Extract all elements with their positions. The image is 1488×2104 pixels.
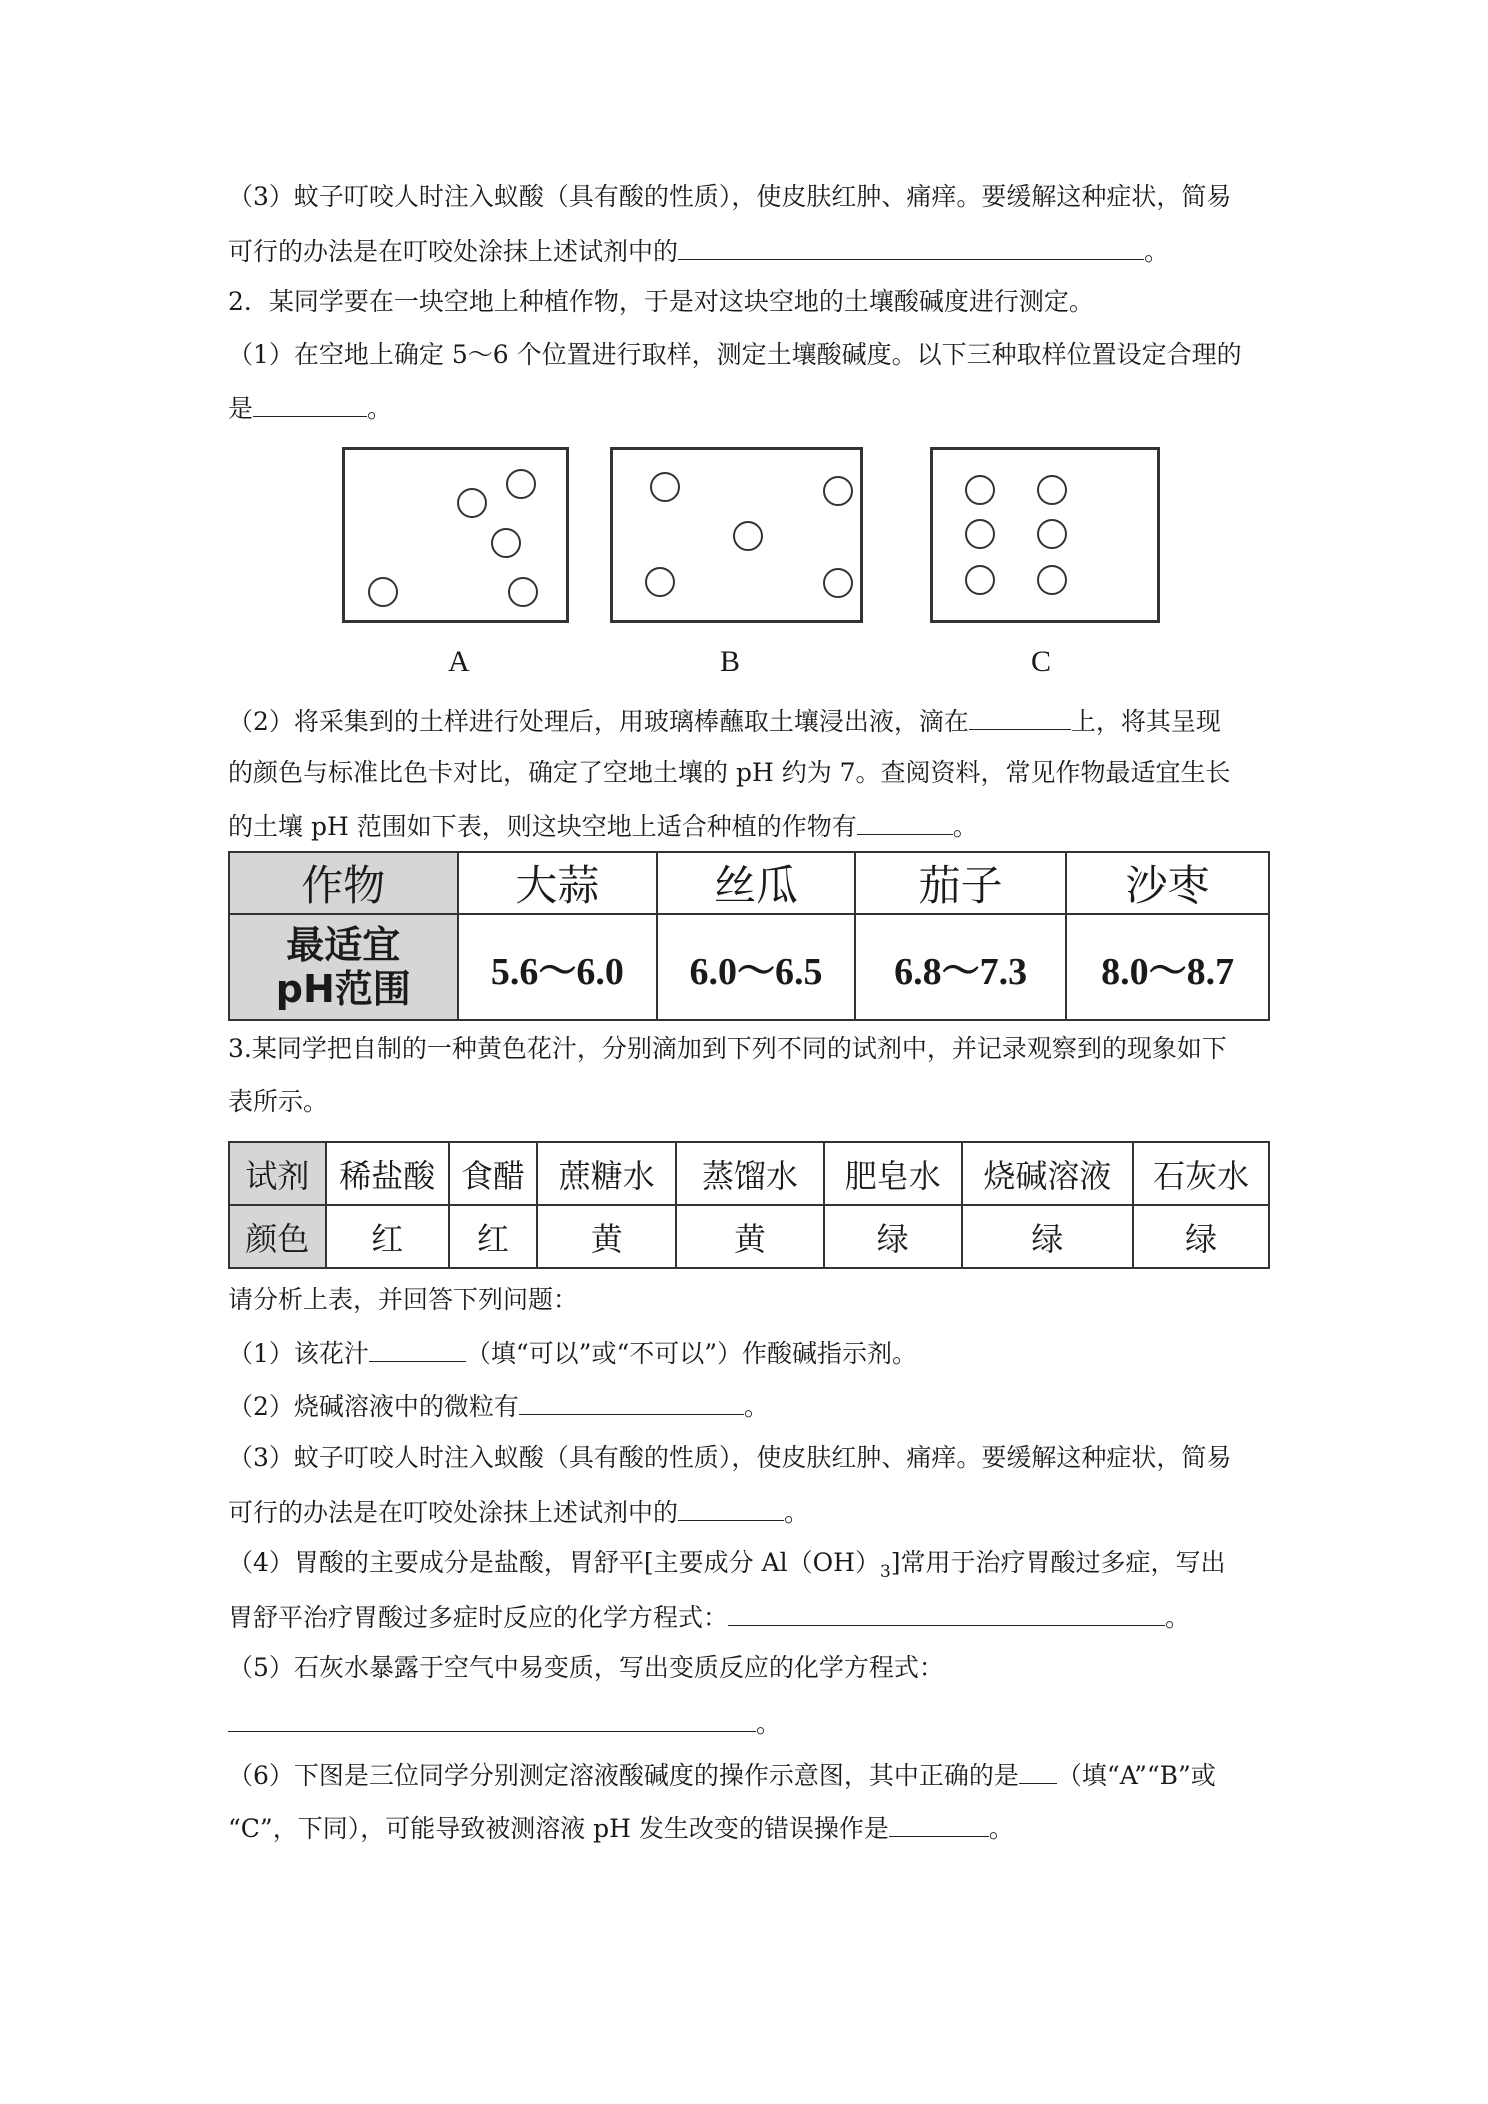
q2-part2-line2: 的颜色与标准比色卡对比，确定了空地土壤的 pH 约为 7。查阅资料，常见作物最适宜生长 bbox=[228, 758, 1231, 787]
ph-range-value: 6.8～7.3 bbox=[855, 914, 1067, 1020]
sampling-plot-c bbox=[930, 447, 1160, 623]
sample-point bbox=[506, 469, 536, 499]
table-row bbox=[229, 1205, 1269, 1268]
sampling-plot-a bbox=[342, 447, 569, 623]
q3-part4-line2: 胃舒平治疗胃酸过多症时反应的化学方程式： 。 bbox=[228, 1599, 1190, 1635]
q1-part3-line1: （3）蚊子叮咬人时注入蚁酸（具有酸的性质），使皮肤红肿、痛痒。要缓解这种症状，简易 bbox=[228, 182, 1232, 211]
table-row bbox=[229, 1142, 1269, 1205]
color-value: 黄 bbox=[537, 1205, 676, 1268]
reagent-name: 蒸馏水 bbox=[676, 1142, 824, 1205]
color-value: 黄 bbox=[676, 1205, 824, 1268]
sample-point bbox=[823, 568, 853, 598]
ph-range-value: 6.0～6.5 bbox=[657, 914, 855, 1020]
ph-range-value: 8.0～8.7 bbox=[1066, 914, 1269, 1020]
q3-title-line1: 3.某同学把自制的一种黄色花汁，分别滴加到下列不同的试剂中，并记录观察到的现象如下 bbox=[228, 1034, 1227, 1063]
ph-range-value: 5.6～6.0 bbox=[458, 914, 658, 1020]
q2-part2-line3: 的土壤 pH 范围如下表，则这块空地上适合种植的作物有 。 bbox=[228, 808, 978, 844]
q2-part1-line1: （1）在空地上确定 5～6 个位置进行取样，测定土壤酸碱度。以下三种取样位置设定合理的 bbox=[228, 340, 1242, 369]
answer-blank[interactable] bbox=[678, 233, 1144, 260]
figure-label-c: C bbox=[1031, 645, 1052, 678]
table-row bbox=[229, 914, 1269, 1020]
color-value: 绿 bbox=[962, 1205, 1134, 1268]
answer-blank[interactable] bbox=[228, 1705, 756, 1732]
color-header-label: 颜色 bbox=[229, 1205, 326, 1268]
q3-part6-line1: （6）下图是三位同学分别测定溶液酸碱度的操作示意图，其中正确的是 （填“A”“B”或 bbox=[228, 1757, 1216, 1793]
answer-blank[interactable] bbox=[253, 390, 367, 417]
sample-point bbox=[1037, 475, 1067, 505]
sample-point bbox=[823, 476, 853, 506]
figure-label-b: B bbox=[720, 645, 741, 678]
ph-range-label: 最适宜 pH范围 bbox=[229, 914, 458, 1020]
q3-part5-line1: （5）石灰水暴露于空气中易变质，写出变质反应的化学方程式： bbox=[228, 1653, 944, 1682]
crop-header-label: 作物 bbox=[229, 852, 458, 914]
reagent-color-table bbox=[228, 1141, 1270, 1269]
q3-part3-line1: （3）蚊子叮咬人时注入蚁酸（具有酸的性质），使皮肤红肿、痛痒。要缓解这种症状，简易 bbox=[228, 1443, 1232, 1472]
q3-part2: （2）烧碱溶液中的微粒有 。 bbox=[228, 1388, 769, 1424]
sample-point bbox=[457, 488, 487, 518]
q2-part1-line2: 是 。 bbox=[228, 390, 392, 426]
q3-title-line2: 表所示。 bbox=[228, 1087, 329, 1116]
sample-point bbox=[368, 577, 398, 607]
crop-name: 沙枣 bbox=[1066, 852, 1269, 914]
color-value: 绿 bbox=[1133, 1205, 1269, 1268]
q3-part4-line1: （4）胃酸的主要成分是盐酸，胃舒平[主要成分 $Al(OH)_3$]常用于治疗胃酸过多症，写出 bbox=[228, 1548, 1226, 1582]
reagent-name: 食醋 bbox=[449, 1142, 538, 1205]
sampling-plot-b bbox=[610, 447, 863, 623]
crop-name: 大蒜 bbox=[458, 852, 658, 914]
q1-part3-text: 可行的办法是在叮咬处涂抹上述试剂中的 bbox=[228, 237, 679, 266]
color-value: 绿 bbox=[824, 1205, 962, 1268]
q3-intro: 请分析上表，并回答下列问题： bbox=[228, 1285, 579, 1314]
reagent-name: 石灰水 bbox=[1133, 1142, 1269, 1205]
sample-point bbox=[650, 472, 680, 502]
q2-part2-line1: （2）将采集到的土样进行处理后，用玻璃棒蘸取土壤浸出液，滴在 上，将其呈现 bbox=[228, 703, 1221, 739]
answer-blank[interactable] bbox=[889, 1810, 989, 1837]
sample-point bbox=[645, 567, 675, 597]
table-row bbox=[229, 852, 1269, 914]
crop-name: 丝瓜 bbox=[657, 852, 855, 914]
reagent-name: 蔗糖水 bbox=[537, 1142, 676, 1205]
answer-blank[interactable] bbox=[678, 1494, 784, 1521]
q1-part3-line2: 可行的办法是在叮咬处涂抹上述试剂中的 。 bbox=[228, 233, 1169, 269]
q3-part6-line2: “C”，下同），可能导致被测溶液 pH 发生改变的错误操作是 。 bbox=[228, 1810, 1014, 1846]
answer-blank[interactable] bbox=[728, 1599, 1165, 1626]
sample-point bbox=[1037, 519, 1067, 549]
crop-ph-table bbox=[228, 851, 1270, 1021]
sample-point bbox=[965, 475, 995, 505]
q3-part3-line2: 可行的办法是在叮咬处涂抹上述试剂中的 。 bbox=[228, 1494, 809, 1530]
reagent-name: 肥皂水 bbox=[824, 1142, 962, 1205]
reagent-header-label: 试剂 bbox=[229, 1142, 326, 1205]
color-value: 红 bbox=[449, 1205, 538, 1268]
q3-part5-line2: 。 bbox=[228, 1705, 781, 1741]
answer-blank[interactable] bbox=[519, 1388, 744, 1415]
q3-part1: （1）该花汁 （填“可以”或“不可以”）作酸碱指示剂。 bbox=[228, 1335, 917, 1371]
sample-point bbox=[965, 565, 995, 595]
sample-point bbox=[508, 577, 538, 607]
answer-blank[interactable] bbox=[857, 808, 953, 835]
sample-point bbox=[965, 519, 995, 549]
sample-point bbox=[733, 521, 763, 551]
color-value: 红 bbox=[326, 1205, 449, 1268]
crop-name: 茄子 bbox=[855, 852, 1067, 914]
answer-blank[interactable] bbox=[369, 1335, 466, 1362]
answer-blank[interactable] bbox=[1019, 1757, 1057, 1784]
q2-title: 2．某同学要在一块空地上种植作物，于是对这块空地的土壤酸碱度进行测定。 bbox=[228, 287, 1094, 316]
reagent-name: 烧碱溶液 bbox=[962, 1142, 1134, 1205]
sample-point bbox=[491, 528, 521, 558]
sample-point bbox=[1037, 565, 1067, 595]
answer-blank[interactable] bbox=[969, 703, 1071, 730]
reagent-name: 稀盐酸 bbox=[326, 1142, 449, 1205]
figure-label-a: A bbox=[448, 645, 470, 678]
